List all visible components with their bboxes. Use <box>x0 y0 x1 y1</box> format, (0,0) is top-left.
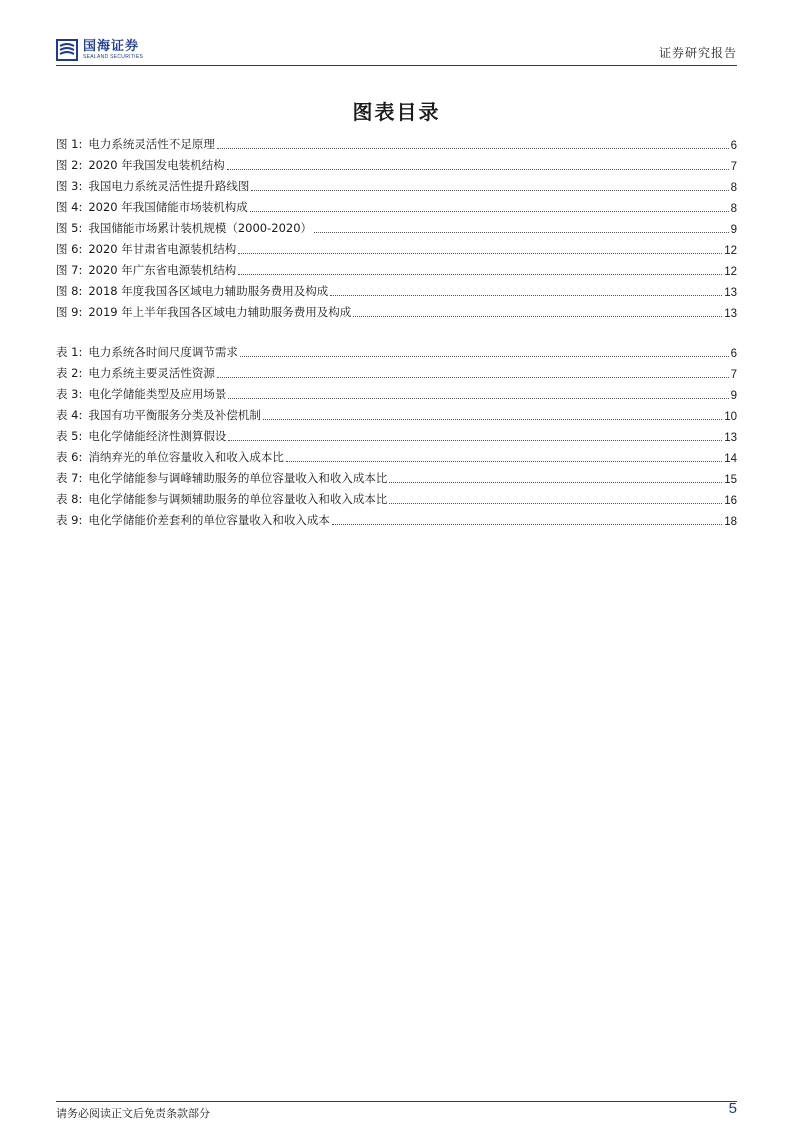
figure-page-number: 12 <box>724 266 737 278</box>
figure-title: 2020 年广东省电源装机结构 <box>88 263 237 277</box>
logo-chinese-name: 国海证券 <box>83 39 140 54</box>
table-entry[interactable] <box>56 507 737 528</box>
dot-leader <box>227 168 729 170</box>
figure-entry[interactable] <box>56 131 737 152</box>
dot-leader <box>251 189 728 191</box>
report-type: 证券研究报告 <box>658 46 737 60</box>
figure-page-number: 8 <box>730 203 737 215</box>
table-title: 电化学储能价差套利的单位容量收入和收入成本 <box>88 513 330 527</box>
dot-leader <box>238 273 722 275</box>
figure-label: 图 3: <box>56 179 83 193</box>
table-label: 表 4: <box>56 408 83 422</box>
table-page-number: 6 <box>730 348 737 360</box>
table-entry[interactable] <box>56 444 737 465</box>
table-page-number: 7 <box>730 369 737 381</box>
table-title: 电化学储能经济性测算假设 <box>88 429 227 443</box>
table-title: 我国有功平衡服务分类及补偿机制 <box>88 408 261 422</box>
page-title: 图表目录 <box>352 100 441 124</box>
figure-entry[interactable] <box>56 194 737 215</box>
figure-title: 2020 年甘肃省电源装机结构 <box>88 242 237 256</box>
table-label: 表 6: <box>56 450 83 464</box>
table-title: 电化学储能参与调峰辅助服务的单位容量收入和收入成本比 <box>88 471 388 485</box>
figure-page-number: 13 <box>724 287 737 299</box>
table-title: 电化学储能类型及应用场景 <box>88 387 227 401</box>
table-page-number: 18 <box>724 516 737 528</box>
footer-divider <box>56 1101 737 1102</box>
figure-entry[interactable] <box>56 173 737 194</box>
table-entry[interactable] <box>56 381 737 402</box>
figure-label: 图 5: <box>56 221 83 235</box>
table-label: 表 7: <box>56 471 83 485</box>
figure-title: 我国储能市场累计装机规模（2000-2020） <box>88 221 313 235</box>
dot-leader <box>238 252 722 254</box>
figure-label: 图 7: <box>56 263 83 277</box>
dot-leader <box>286 460 722 462</box>
figure-entry[interactable] <box>56 236 737 257</box>
dot-leader <box>217 147 729 149</box>
table-entry[interactable] <box>56 402 737 423</box>
dot-leader <box>228 439 722 441</box>
dot-leader <box>332 523 722 525</box>
table-label: 表 8: <box>56 492 83 506</box>
table-page-number: 10 <box>724 411 737 423</box>
figure-label: 图 6: <box>56 242 83 256</box>
table-page-number: 9 <box>730 390 737 402</box>
figure-label: 图 1: <box>56 137 83 151</box>
figure-label: 图 8: <box>56 284 83 298</box>
dot-leader <box>217 376 729 378</box>
figure-label: 图 4: <box>56 200 83 214</box>
figure-page-number: 9 <box>730 224 737 236</box>
dot-leader <box>250 210 729 212</box>
figure-entry[interactable] <box>56 299 737 320</box>
figure-page-number: 7 <box>730 161 737 173</box>
table-title: 电力系统主要灵活性资源 <box>88 366 215 380</box>
table-label: 表 9: <box>56 513 83 527</box>
table-page-number: 15 <box>724 474 737 486</box>
table-entry[interactable] <box>56 423 737 444</box>
figure-page-number: 8 <box>730 182 737 194</box>
table-entry[interactable] <box>56 465 737 486</box>
dot-leader <box>314 231 729 233</box>
footer-disclaimer: 请务必阅读正文后免责条款部分 <box>56 1107 210 1120</box>
dot-leader <box>240 355 729 357</box>
page-header <box>56 38 737 64</box>
dot-leader <box>330 294 722 296</box>
table-label: 表 2: <box>56 366 83 380</box>
figure-title: 电力系统灵活性不足原理 <box>88 137 215 151</box>
logo-english-name: SEALAND SECURITIES <box>83 54 144 60</box>
table-title: 电力系统各时间尺度调节需求 <box>88 345 238 359</box>
figure-title: 我国电力系统灵活性提升路线图 <box>88 179 250 193</box>
figure-entry[interactable] <box>56 257 737 278</box>
table-page-number: 14 <box>724 453 737 465</box>
figure-label: 图 2: <box>56 158 83 172</box>
dot-leader <box>389 481 722 483</box>
table-list <box>56 339 737 528</box>
table-entry[interactable] <box>56 339 737 360</box>
figure-page-number: 13 <box>724 308 737 320</box>
table-label: 表 3: <box>56 387 83 401</box>
table-label: 表 5: <box>56 429 83 443</box>
dot-leader <box>228 397 728 399</box>
figure-page-number: 12 <box>724 245 737 257</box>
figure-page-number: 6 <box>730 140 737 152</box>
figure-title: 2018 年度我国各区域电力辅助服务费用及构成 <box>88 284 329 298</box>
figure-title: 2019 年上半年我国各区域电力辅助服务费用及构成 <box>88 305 352 319</box>
figure-list <box>56 131 737 320</box>
figure-entry[interactable] <box>56 152 737 173</box>
dot-leader <box>389 502 722 504</box>
table-title: 消纳弃光的单位容量收入和收入成本比 <box>88 450 284 464</box>
figure-entry[interactable] <box>56 215 737 236</box>
table-label: 表 1: <box>56 345 83 359</box>
company-logo <box>56 38 143 62</box>
figure-title: 2020 年我国发电装机结构 <box>88 158 225 172</box>
figure-label: 图 9: <box>56 305 83 319</box>
dot-leader <box>353 315 722 317</box>
header-divider <box>56 65 737 66</box>
table-page-number: 13 <box>724 432 737 444</box>
table-entry[interactable] <box>56 360 737 381</box>
figure-entry[interactable] <box>56 278 737 299</box>
table-page-number: 16 <box>724 495 737 507</box>
table-entry[interactable] <box>56 486 737 507</box>
dot-leader <box>263 418 722 420</box>
table-title: 电化学储能参与调频辅助服务的单位容量收入和收入成本比 <box>88 492 388 506</box>
page-number: 5 <box>728 1100 737 1117</box>
sealand-logo-icon <box>56 39 78 61</box>
figure-title: 2020 年我国储能市场装机构成 <box>88 200 248 214</box>
